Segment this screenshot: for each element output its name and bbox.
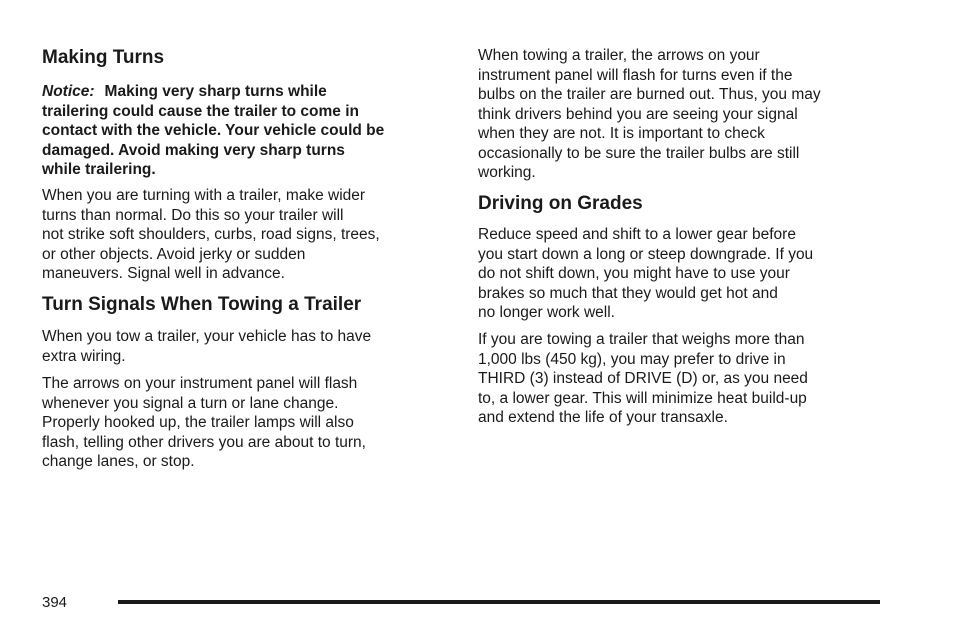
- paragraph-towing-arrows: [478, 46, 821, 183]
- heading-turn-signals: Turn Signals When Towing a Trailer: [42, 294, 362, 315]
- text-line: maneuvers. Signal well in advance.: [42, 265, 285, 282]
- notice-paragraph: [42, 82, 384, 180]
- text-line: do not shift down, you might have to use your: [478, 265, 790, 282]
- text-line: working.: [478, 164, 536, 181]
- text-line: turns than normal. Do this so your trailer will: [42, 206, 344, 224]
- text-line: not strike soft shoulders, curbs, road signs, trees,: [42, 226, 380, 243]
- text-line: no longer work well.: [478, 304, 615, 321]
- text-line: The arrows on your instrument panel will flash: [42, 375, 358, 392]
- heading-making-turns: Making Turns: [42, 47, 165, 68]
- text-line: occasionally to be sure the trailer bulbs are still: [478, 144, 800, 162]
- heading-driving-on-grades: Driving on Grades: [478, 193, 643, 214]
- paragraph-tow-wiring: [42, 327, 371, 366]
- text-line: to, a lower gear. This will minimize heat build-up: [478, 389, 807, 407]
- notice-line: [42, 82, 384, 102]
- notice-line: trailering could cause the trailer to come in: [42, 102, 359, 120]
- text-line: bulbs on the trailer are burned out. Thus, you may: [478, 86, 821, 103]
- footer-rule: [118, 600, 880, 604]
- text-line: you start down a long or steep downgrade. If you: [478, 245, 814, 263]
- paragraph-reduce-speed: [478, 225, 813, 323]
- text-line: think drivers behind you are seeing your signal: [478, 105, 798, 123]
- text-line: or other objects. Avoid jerky or sudden: [42, 245, 306, 263]
- text-line: THIRD (3) instead of DRIVE (D) or, as you need: [478, 370, 808, 387]
- notice-line: while trailering.: [42, 161, 156, 178]
- notice-line: damaged. Avoid making very sharp turns: [42, 141, 345, 159]
- text-line: and extend the life of your transaxle.: [478, 409, 728, 426]
- page-number: 394: [42, 594, 68, 611]
- text-line: flash, telling other drivers you are about to turn,: [42, 433, 366, 451]
- text-line: Reduce speed and shift to a lower gear before: [478, 226, 796, 243]
- text-line: brakes so much that they would get hot and: [478, 284, 778, 302]
- notice-text: Making very sharp turns while: [104, 83, 327, 100]
- text-line: When you are turning with a trailer, make wider: [42, 187, 366, 204]
- text-line: extra wiring.: [42, 347, 126, 365]
- paragraph-heavy-trailer: [478, 330, 808, 428]
- paragraph-arrows: [42, 374, 366, 472]
- notice-line: contact with the vehicle. Your vehicle could be: [42, 122, 385, 139]
- text-line: change lanes, or stop.: [42, 453, 195, 470]
- text-line: when they are not. It is important to check: [478, 125, 765, 142]
- text-line: If you are towing a trailer that weighs more than: [478, 331, 805, 348]
- text-line: When towing a trailer, the arrows on your: [478, 47, 760, 64]
- text-line: Properly hooked up, the trailer lamps will also: [42, 414, 354, 431]
- text-line: instrument panel will flash for turns even if the: [478, 66, 793, 84]
- notice-label: Notice:: [42, 83, 95, 100]
- text-line: whenever you signal a turn or lane change.: [42, 394, 339, 412]
- paragraph-turning: [42, 186, 380, 284]
- text-line: When you tow a trailer, your vehicle has to have: [42, 328, 372, 345]
- text-line: 1,000 lbs (450 kg), you may prefer to drive in: [478, 350, 786, 368]
